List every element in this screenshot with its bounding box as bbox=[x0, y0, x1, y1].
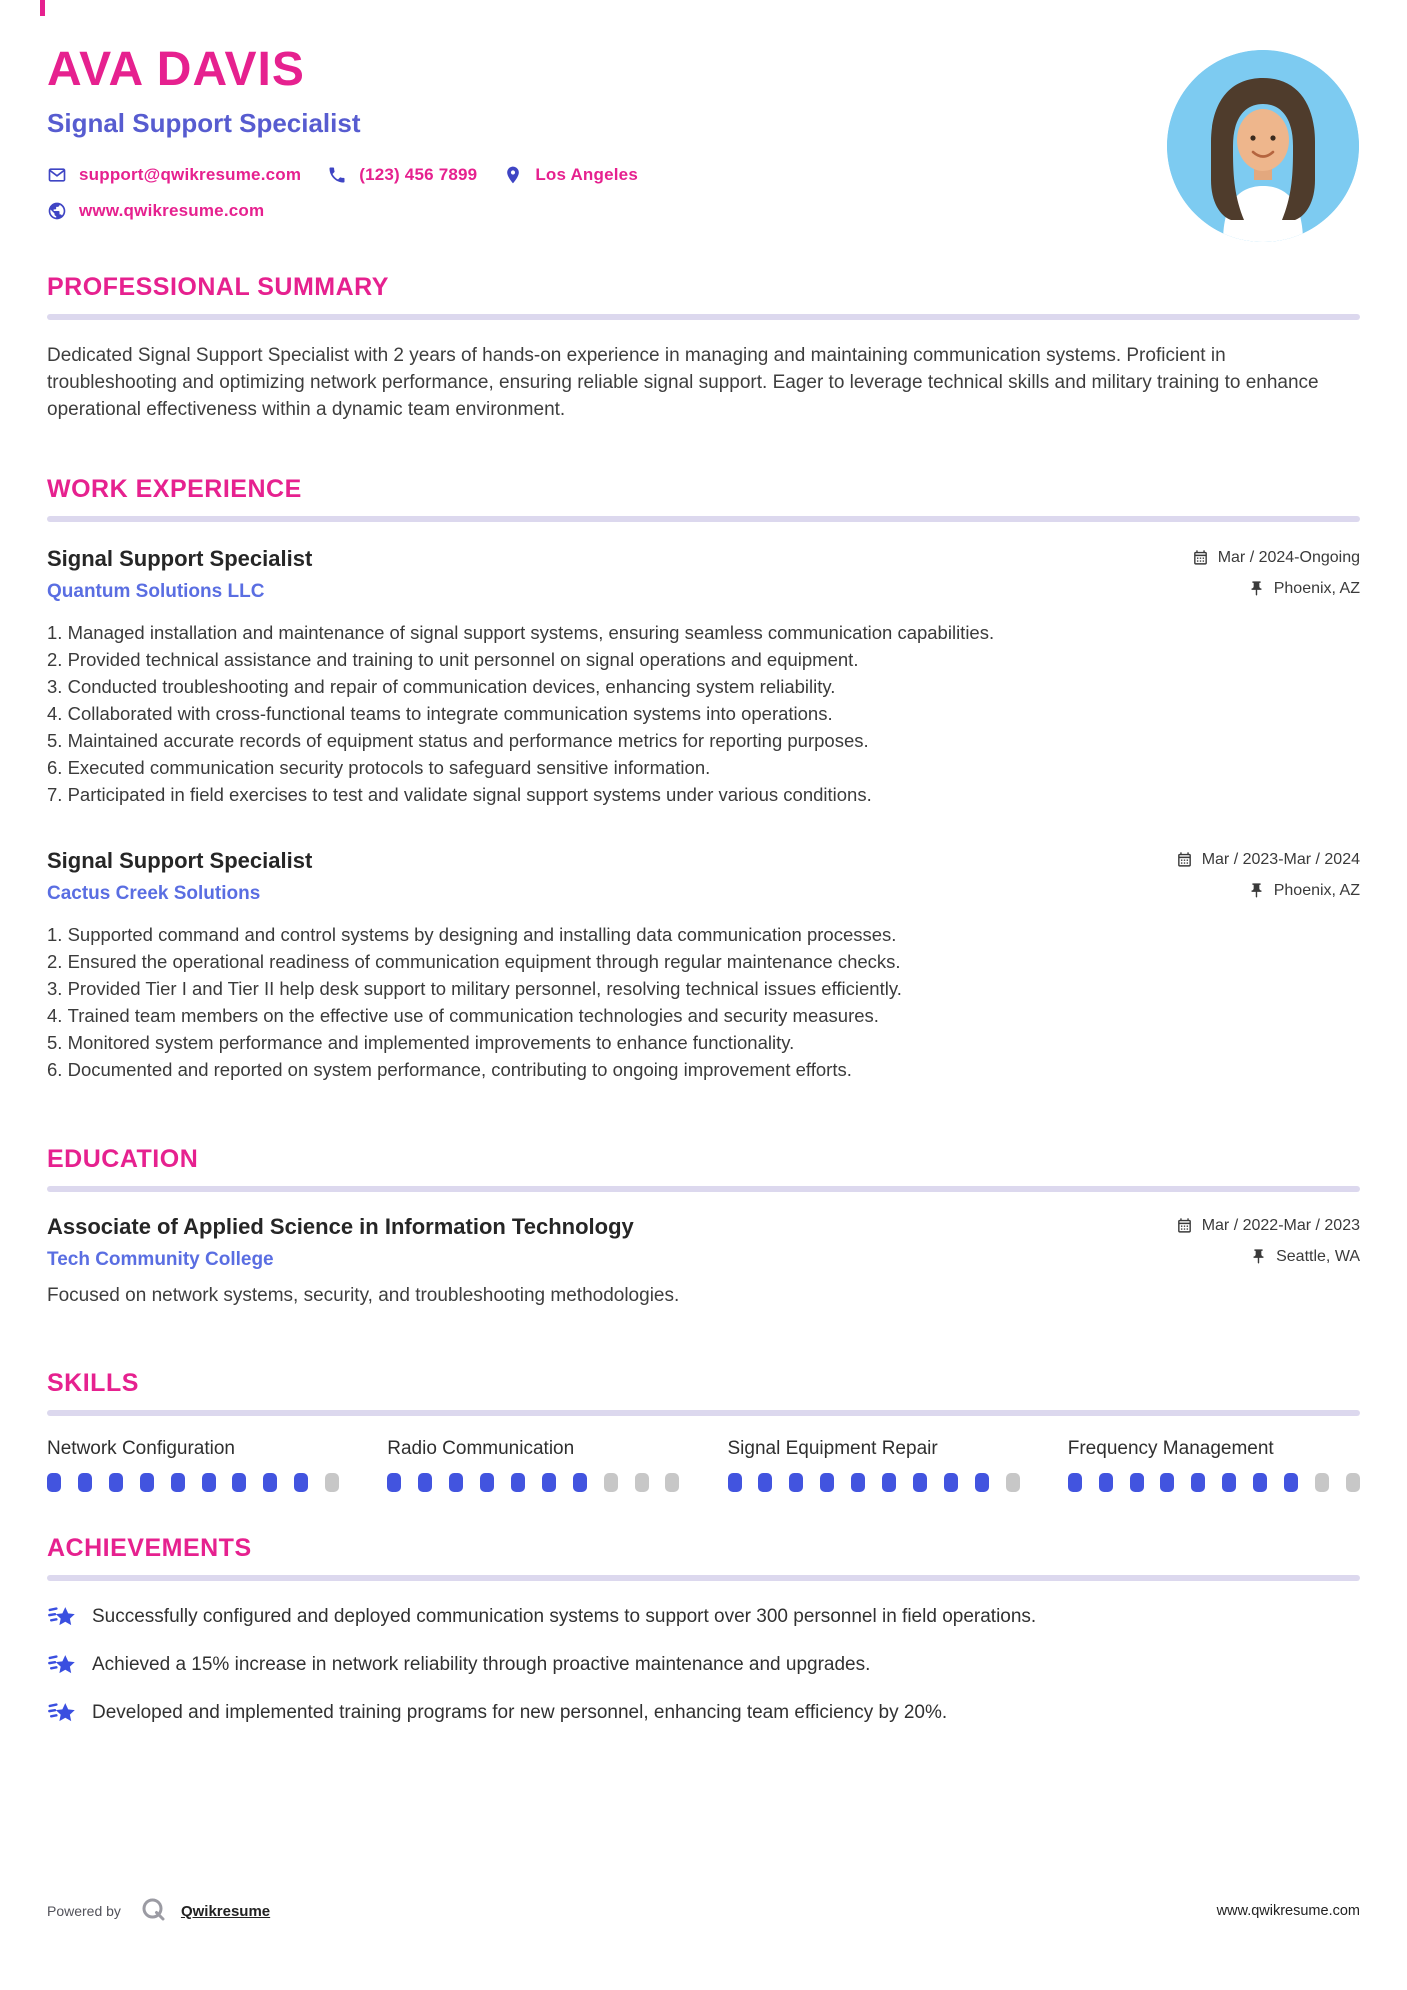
skill-dot-filled bbox=[1222, 1473, 1236, 1492]
phone-icon bbox=[327, 165, 347, 185]
job-entry bbox=[47, 546, 1360, 808]
shooting-star-icon bbox=[47, 1602, 77, 1632]
section-divider bbox=[47, 314, 1360, 320]
job-bullet: 5. Maintained accurate records of equipment status and performance metrics for reporting purposes. bbox=[47, 727, 1360, 754]
page-accent-tick bbox=[40, 0, 45, 16]
contact-row-1 bbox=[47, 165, 1360, 185]
skill-dot-empty bbox=[1006, 1473, 1020, 1492]
pushpin-icon bbox=[1248, 882, 1265, 899]
skill-dot-filled bbox=[171, 1473, 185, 1492]
job-location-text: Phoenix, AZ bbox=[1273, 579, 1360, 597]
job-entry bbox=[47, 848, 1360, 1083]
section-divider bbox=[47, 516, 1360, 522]
job-bullets bbox=[47, 921, 1360, 1083]
section-divider bbox=[47, 1410, 1360, 1416]
skill-dot-filled bbox=[758, 1473, 772, 1492]
skills-heading: SKILLS bbox=[47, 1369, 139, 1397]
experience-heading: WORK EXPERIENCE bbox=[47, 475, 302, 503]
job-location-text: Phoenix, AZ bbox=[1273, 881, 1360, 899]
pushpin-icon bbox=[1250, 1248, 1267, 1265]
skill-level-dots bbox=[1068, 1473, 1360, 1492]
skill-dot-filled bbox=[480, 1473, 494, 1492]
contact-location bbox=[503, 165, 638, 185]
skill-dot-filled bbox=[1068, 1473, 1082, 1492]
skill-dot-filled bbox=[573, 1473, 587, 1492]
education-location bbox=[1250, 1248, 1360, 1266]
jobs-list bbox=[47, 546, 1360, 1083]
education-degree: Associate of Applied Science in Information Technology bbox=[47, 1214, 634, 1239]
skill-dot-filled bbox=[882, 1473, 896, 1492]
calendar-icon bbox=[1176, 851, 1193, 868]
skill-dot-filled bbox=[78, 1473, 92, 1492]
profile-photo bbox=[1167, 50, 1359, 242]
job-bullet: 2. Ensured the operational readiness of communication equipment through regular maintenance checks. bbox=[47, 948, 1360, 975]
section-achievements bbox=[47, 1534, 1360, 1728]
skill-item bbox=[1068, 1438, 1360, 1492]
skill-level-dots bbox=[47, 1473, 339, 1492]
section-work-experience bbox=[47, 475, 1360, 1083]
powered-by-label: Powered by bbox=[47, 1903, 121, 1919]
skill-dot-filled bbox=[1191, 1473, 1205, 1492]
location-text: Los Angeles bbox=[535, 165, 638, 184]
location-pin-icon bbox=[503, 165, 523, 185]
candidate-title: Signal Support Specialist bbox=[47, 108, 361, 138]
skills-grid bbox=[47, 1438, 1360, 1492]
skill-dot-filled bbox=[1130, 1473, 1144, 1492]
email-icon bbox=[47, 165, 67, 185]
contact-email[interactable] bbox=[47, 165, 301, 185]
achievement-text: Achieved a 15% increase in network reliability through proactive maintenance and upgrades. bbox=[92, 1654, 871, 1675]
skill-dot-filled bbox=[140, 1473, 154, 1492]
skill-name: Radio Communication bbox=[387, 1438, 575, 1459]
skill-dot-filled bbox=[975, 1473, 989, 1492]
achievement-item bbox=[47, 1701, 1360, 1728]
job-dates bbox=[1192, 549, 1360, 567]
job-bullet: 3. Provided Tier I and Tier II help desk support to military personnel, resolving technical issues efficiently. bbox=[47, 975, 1360, 1002]
job-bullet: 6. Documented and reported on system performance, contributing to ongoing improvement efforts. bbox=[47, 1056, 1360, 1083]
education-description: Focused on network systems, security, and troubleshooting methodologies. bbox=[47, 1285, 680, 1306]
skill-dot-empty bbox=[325, 1473, 339, 1492]
job-bullet: 2. Provided technical assistance and training to unit personnel on signal operations and equipment. bbox=[47, 646, 1360, 673]
job-bullet: 4. Collaborated with cross-functional teams to integrate communication systems into operations. bbox=[47, 700, 1360, 727]
job-company[interactable]: Cactus Creek Solutions bbox=[47, 883, 261, 904]
skill-dot-filled bbox=[263, 1473, 277, 1492]
website-text: www.qwikresume.com bbox=[79, 201, 265, 220]
job-bullet: 3. Conducted troubleshooting and repair of communication devices, enhancing system reliability. bbox=[47, 673, 1360, 700]
section-professional-summary bbox=[47, 273, 1360, 423]
calendar-icon bbox=[1192, 549, 1209, 566]
skill-dot-filled bbox=[1099, 1473, 1113, 1492]
skill-dot-filled bbox=[851, 1473, 865, 1492]
page-footer bbox=[47, 1896, 1360, 1926]
profile-photo-illustration bbox=[1167, 50, 1359, 242]
achievements-heading: ACHIEVEMENTS bbox=[47, 1534, 252, 1562]
section-divider bbox=[47, 1575, 1360, 1581]
skill-item bbox=[47, 1438, 339, 1492]
skill-dot-filled bbox=[202, 1473, 216, 1492]
skill-item bbox=[387, 1438, 679, 1492]
contact-phone[interactable] bbox=[327, 165, 477, 185]
skill-dot-filled bbox=[449, 1473, 463, 1492]
resume-header bbox=[47, 43, 1360, 221]
job-bullet: 1. Managed installation and maintenance of signal support systems, ensuring seamless communication capabilities. bbox=[47, 619, 1360, 646]
calendar-icon bbox=[1176, 1217, 1193, 1234]
footer-website[interactable]: www.qwikresume.com bbox=[1216, 1903, 1360, 1919]
skill-name: Signal Equipment Repair bbox=[727, 1438, 938, 1459]
skill-dot-empty bbox=[1315, 1473, 1329, 1492]
contact-website[interactable] bbox=[47, 201, 264, 221]
skill-dot-filled bbox=[47, 1473, 61, 1492]
job-bullet: 4. Trained team members on the effective use of communication technologies and security measures. bbox=[47, 1002, 1360, 1029]
skill-dot-filled bbox=[820, 1473, 834, 1492]
job-bullets bbox=[47, 619, 1360, 808]
skill-dot-empty bbox=[1346, 1473, 1360, 1492]
globe-icon bbox=[47, 201, 67, 221]
skill-dot-filled bbox=[789, 1473, 803, 1492]
achievements-list bbox=[47, 1605, 1360, 1728]
job-bullet: 6. Executed communication security protocols to safeguard sensitive information. bbox=[47, 754, 1360, 781]
skill-dot-empty bbox=[604, 1473, 618, 1492]
skill-dot-empty bbox=[635, 1473, 649, 1492]
email-text: support@qwikresume.com bbox=[79, 165, 302, 184]
achievement-item bbox=[47, 1653, 1360, 1680]
job-dates-text: Mar / 2024-Ongoing bbox=[1217, 548, 1360, 566]
skill-name: Network Configuration bbox=[47, 1438, 235, 1459]
education-dates bbox=[1176, 1217, 1360, 1235]
section-education bbox=[47, 1145, 1360, 1307]
skill-name: Frequency Management bbox=[1067, 1438, 1274, 1459]
education-school[interactable]: Tech Community College bbox=[47, 1249, 274, 1270]
achievement-text: Developed and implemented training programs for new personnel, enhancing team efficiency by 20%. bbox=[92, 1702, 948, 1723]
job-bullet: 5. Monitored system performance and implemented improvements to enhance functionality. bbox=[47, 1029, 1360, 1056]
skill-dot-filled bbox=[1160, 1473, 1174, 1492]
job-dates-text: Mar / 2023-Mar / 2024 bbox=[1201, 850, 1360, 868]
job-title: Signal Support Specialist bbox=[47, 546, 313, 571]
skill-level-dots bbox=[728, 1473, 1020, 1492]
skill-dot-filled bbox=[728, 1473, 742, 1492]
education-dates-text: Mar / 2022-Mar / 2023 bbox=[1201, 1216, 1360, 1234]
qwikresume-logo-icon bbox=[139, 1896, 169, 1926]
skill-dot-filled bbox=[542, 1473, 556, 1492]
education-location-text: Seattle, WA bbox=[1276, 1247, 1360, 1265]
skill-dot-filled bbox=[294, 1473, 308, 1492]
job-location bbox=[1248, 882, 1360, 900]
job-bullet: 1. Supported command and control systems by designing and installing data communication processes. bbox=[47, 921, 1360, 948]
pushpin-icon bbox=[1248, 580, 1265, 597]
skill-dot-filled bbox=[511, 1473, 525, 1492]
job-location bbox=[1248, 580, 1360, 598]
skill-item bbox=[728, 1438, 1020, 1492]
education-heading: EDUCATION bbox=[47, 1145, 199, 1173]
skill-dot-filled bbox=[944, 1473, 958, 1492]
job-bullet: 7. Participated in field exercises to test and validate signal support systems under various conditions. bbox=[47, 781, 1360, 808]
achievement-item bbox=[47, 1605, 1360, 1632]
section-skills bbox=[47, 1369, 1360, 1492]
contact-row-2 bbox=[47, 201, 1360, 221]
skill-dot-empty bbox=[665, 1473, 679, 1492]
skill-dot-filled bbox=[387, 1473, 401, 1492]
skill-dot-filled bbox=[109, 1473, 123, 1492]
skill-level-dots bbox=[387, 1473, 679, 1492]
job-company[interactable]: Quantum Solutions LLC bbox=[47, 581, 265, 602]
skill-dot-filled bbox=[232, 1473, 246, 1492]
skill-dot-filled bbox=[1284, 1473, 1298, 1492]
skill-dot-filled bbox=[913, 1473, 927, 1492]
shooting-star-icon bbox=[47, 1650, 77, 1680]
shooting-star-icon bbox=[47, 1698, 77, 1728]
job-dates bbox=[1176, 851, 1360, 869]
phone-text: (123) 456 7899 bbox=[359, 165, 478, 184]
achievement-text: Successfully configured and deployed communication systems to support over 300 personnel in field operations. bbox=[92, 1606, 1037, 1627]
skill-dot-filled bbox=[418, 1473, 432, 1492]
candidate-name: AVA DAVIS bbox=[47, 43, 305, 96]
summary-heading: PROFESSIONAL SUMMARY bbox=[47, 273, 389, 301]
skill-dot-filled bbox=[1253, 1473, 1267, 1492]
summary-text: Dedicated Signal Support Specialist with 2 years of hands-on experience in managing and maintaining communication systems. Proficient in troubleshooting and optimizing network performance, ensuring reliable signal support. Eager to leverage technical skills and military training to enhance operational effectiveness within a dynamic team environment. bbox=[47, 345, 1319, 420]
job-title: Signal Support Specialist bbox=[47, 848, 313, 873]
qwikresume-brand-link[interactable]: Qwikresume bbox=[180, 1902, 271, 1920]
